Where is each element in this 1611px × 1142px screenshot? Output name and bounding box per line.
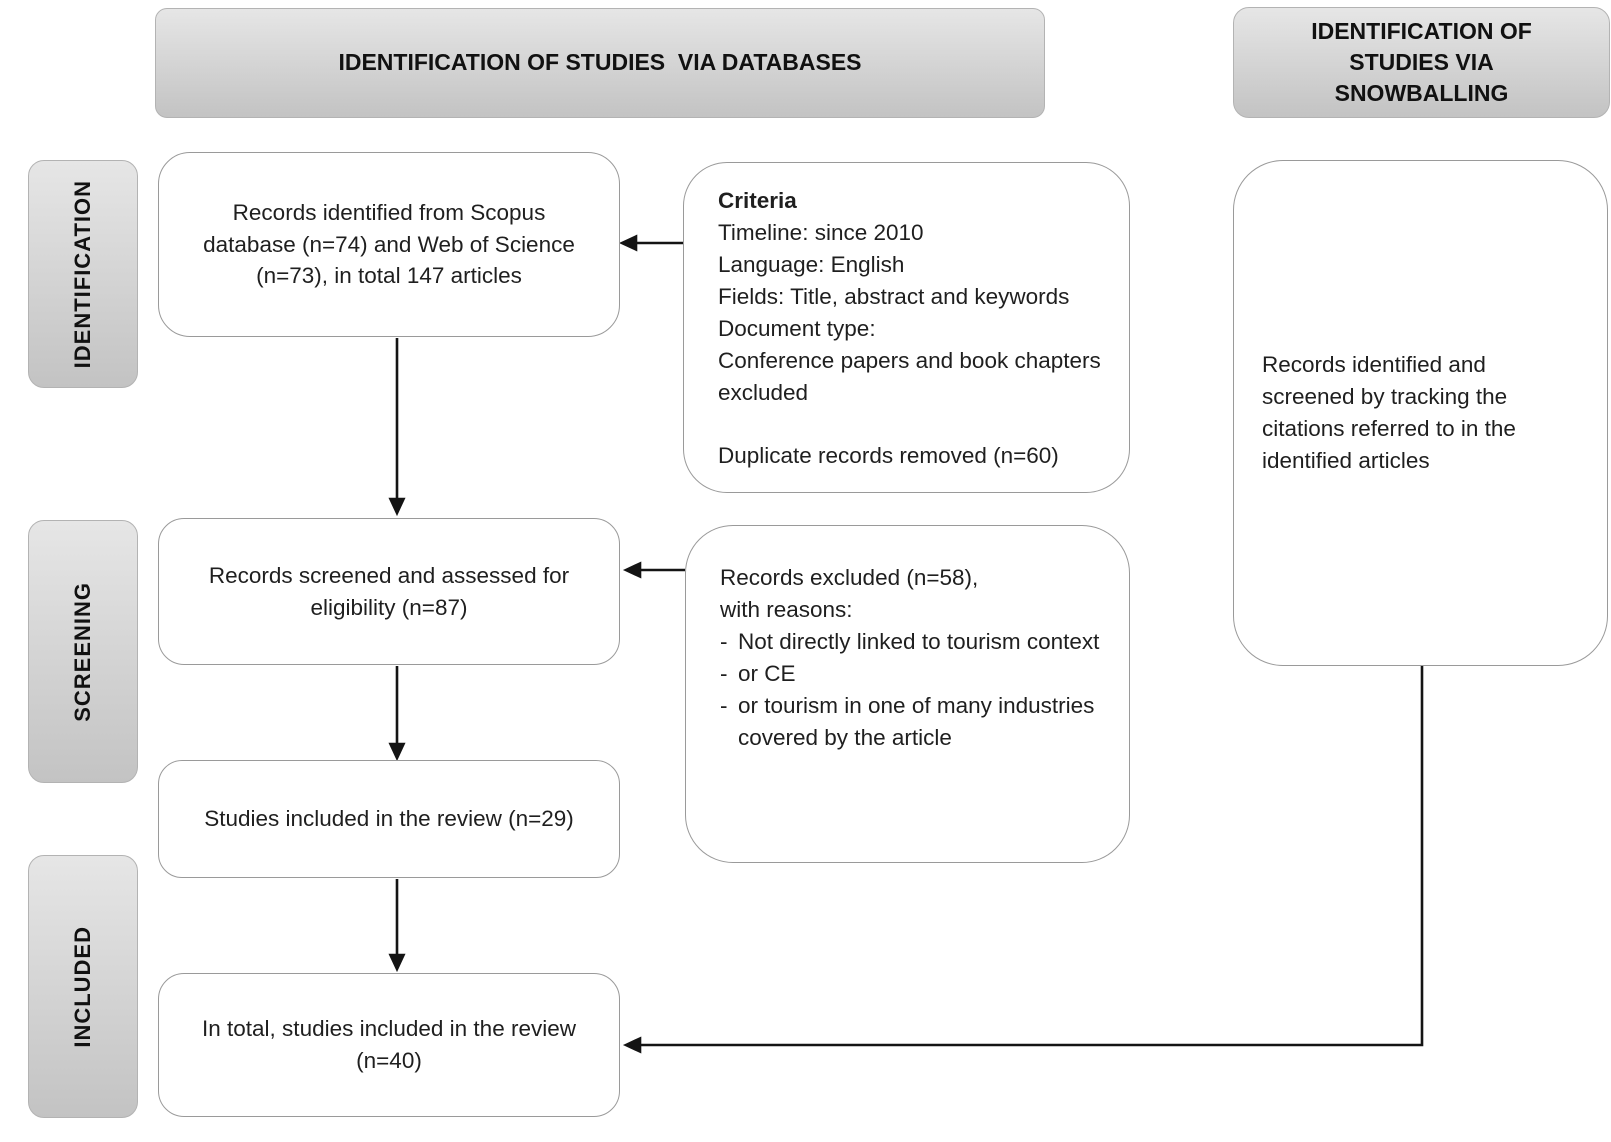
criteria-title: Criteria — [718, 188, 797, 213]
criteria-timeline: Timeline: since 2010 — [718, 219, 924, 245]
excluded-line2: with reasons: — [720, 596, 853, 622]
total-included-text: In total, studies included in the review (n=40) — [202, 1016, 576, 1073]
criteria-excluded-types: Conference papers and book chapters excluded — [718, 347, 1101, 405]
box-snowballing — [1233, 160, 1608, 666]
stage-identification-text: IDENTIFICATION — [70, 179, 95, 369]
studies-included-text: Studies included in the review (n=29) — [204, 806, 574, 832]
records-identified-text: Records identified from Scopus database (n=74) and Web of Science (n=73), in total 147 articles — [203, 199, 575, 289]
arrow-screened-to-included — [391, 666, 404, 758]
bullet-dash: - — [720, 628, 728, 654]
header-databases-label: IDENTIFICATION OF STUDIES VIA DATABASES — [338, 49, 862, 76]
excluded-reason-1: - Not directly linked to tourism context — [720, 626, 1109, 658]
stage-label-screening — [28, 520, 138, 783]
excluded-line1: Records excluded (n=58), — [720, 565, 979, 590]
header-snowballing — [1233, 7, 1610, 118]
arrow-identified-to-screened — [391, 338, 404, 513]
header-snowballing-label: IDENTIFICATION OF STUDIES VIA SNOWBALLING — [1311, 17, 1539, 107]
arrow-excluded-to-screened — [626, 564, 685, 577]
snowballing-text: Records identified and screened by tracking the citations referred to in the identified articles — [1262, 352, 1516, 473]
stage-included-text: INCLUDED — [70, 925, 95, 1048]
arrow-criteria-to-identified — [622, 237, 683, 250]
header-databases — [155, 8, 1045, 118]
records-screened-text: Records screened and assessed for eligibility (n=87) — [208, 562, 570, 620]
criteria-duplicates: Duplicate records removed (n=60) — [718, 442, 1059, 468]
bullet-dash: - — [720, 660, 728, 686]
excluded-reason-2: - or CE — [720, 658, 1109, 690]
stage-label-identification — [28, 160, 138, 388]
arrow-included-to-total — [391, 879, 404, 969]
box-records-excluded — [685, 525, 1130, 863]
box-studies-included — [158, 760, 620, 878]
stage-screening-text: SCREENING — [70, 581, 95, 722]
criteria-doctype: Document type: — [718, 315, 876, 341]
criteria-fields: Fields: Title, abstract and keywords — [718, 283, 1070, 309]
stage-label-included — [28, 855, 138, 1118]
criteria-language: Language: English — [718, 251, 905, 277]
bullet-dash: - — [720, 692, 728, 718]
box-criteria — [683, 162, 1130, 493]
excluded-reason-3: - or tourism in one of many industries covered by the article — [720, 690, 1109, 754]
box-records-identified — [158, 152, 620, 337]
box-total-included — [158, 973, 620, 1117]
box-records-screened — [158, 518, 620, 665]
